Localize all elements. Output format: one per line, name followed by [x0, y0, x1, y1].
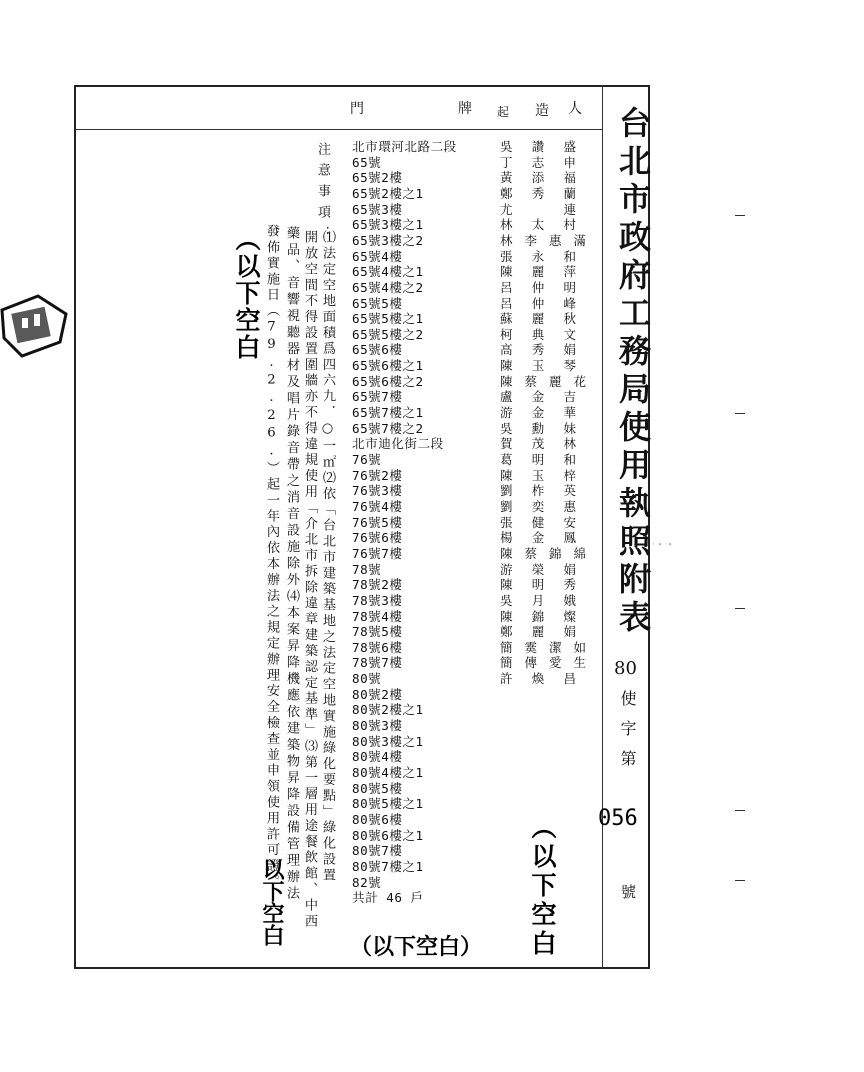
- address-line: 北市環河北路二段: [352, 139, 457, 154]
- header-owner-2: 造: [535, 103, 549, 119]
- owner-name: 尤連: [500, 201, 590, 217]
- address-line: 78號3樓: [352, 592, 403, 608]
- owner-name: 呂仲明: [500, 279, 590, 295]
- notes-line-2: 開放空間不得設置圍牆亦不得違規使用「介北市拆除違章建築認定基準」⑶第一層用途餐飲館、中西: [302, 230, 317, 930]
- address-line: 65號2樓: [352, 170, 403, 186]
- address-line: 76號3樓: [352, 483, 403, 499]
- owner-name: 楊金鳳: [500, 530, 590, 546]
- address-line: 76號6樓: [352, 530, 403, 546]
- license-suffix: 號: [619, 884, 637, 899]
- owner-name: 劉奕惠: [500, 498, 590, 514]
- address-line: 65號3樓之1: [352, 217, 424, 233]
- owner-name: 蘇麗秋: [500, 311, 590, 327]
- address-line: 65號5樓之2: [352, 326, 424, 342]
- address-line: 76號2樓: [352, 467, 403, 483]
- address-line: 76號5樓: [352, 514, 403, 530]
- header-owner-1: 起: [497, 105, 510, 119]
- address-line: 65號6樓: [352, 342, 403, 358]
- address-line: 65號7樓之2: [352, 420, 424, 436]
- handwritten-notes-end: 以下空白: [259, 858, 284, 946]
- header-doorplate-right: 牌: [458, 101, 472, 117]
- owner-name: 鄭麗娟: [500, 624, 590, 640]
- notes-line-3: 藥品、音響視聽器材及唱片錄音帶之消音設施除外⑷本案昇降機應依建築物昇降設備管理辦法: [284, 226, 299, 903]
- handwritten-owners-end: （以下空白: [528, 814, 557, 959]
- owner-name: 吳月娥: [500, 592, 590, 608]
- address-line: 78號5樓: [352, 624, 403, 640]
- owner-name: 陳麗萍: [500, 264, 590, 280]
- address-line: 76號7樓: [352, 545, 403, 561]
- title-column-divider: [602, 85, 603, 969]
- owner-name: 陳錦燦: [500, 608, 590, 624]
- address-line: 65號5樓: [352, 295, 403, 311]
- address-line: 65號: [352, 154, 382, 170]
- address-line: 80號4樓: [352, 749, 403, 765]
- address-line: 65號3樓之2: [352, 232, 424, 248]
- address-line: 76號: [352, 452, 382, 467]
- address-line: 80號6樓: [352, 811, 403, 827]
- owner-name: 盧金吉: [500, 389, 590, 405]
- address-line: 76號4樓: [352, 498, 403, 514]
- address-line: 80號2樓之1: [352, 702, 424, 718]
- owner-name: 游金華: [500, 405, 590, 421]
- address-line: 65號7樓: [352, 389, 403, 405]
- scan-dots: · ∙ ·∙: [652, 540, 673, 550]
- license-number: 056: [598, 806, 638, 831]
- address-line: 80號2樓: [352, 686, 403, 702]
- address-line: 65號6樓之1: [352, 358, 424, 374]
- address-line: 80號5樓: [352, 780, 403, 796]
- address-line: 65號5樓之1: [352, 311, 424, 327]
- owner-name: 陳玉琴: [500, 358, 590, 374]
- notes-line-1: ⑴法定空地面積爲四六九．○一㎡⑵依「台北市建築基地之法定空地實施綠化要點」綠化設置: [320, 230, 335, 884]
- notes-heading: 注意事項：: [315, 142, 330, 247]
- address-line: 78號7樓: [352, 655, 403, 671]
- owner-name: 簡霙潔如: [500, 639, 590, 655]
- owner-name: 劉柞英: [500, 483, 590, 499]
- owner-name: 許煥昌: [500, 671, 590, 687]
- address-line: 78號: [352, 561, 382, 577]
- owner-name: 柯典文: [500, 326, 590, 342]
- owner-name: 鄭秀蘭: [500, 185, 590, 201]
- header-doorplate-left: 門: [350, 101, 364, 117]
- address-line: 65號7樓之1: [352, 405, 424, 421]
- owner-name: 高秀娟: [500, 342, 590, 358]
- address-line: 65號3樓: [352, 201, 403, 217]
- stamp-artifact: [0, 290, 70, 370]
- form-title: 台北市政府工務局使用執照附表: [614, 106, 652, 638]
- header-owner-3: 人: [568, 101, 582, 117]
- address-line: 82號: [352, 874, 382, 890]
- address-line: 80號: [352, 671, 382, 687]
- owner-name: 張健安: [500, 514, 590, 530]
- owner-name: 陳明秀: [500, 577, 590, 593]
- address-line: 80號7樓: [352, 843, 403, 859]
- scan-speck: [735, 810, 745, 811]
- owner-name: 陳蔡麗花: [500, 373, 590, 389]
- address-line: 78號6樓: [352, 639, 403, 655]
- scan-speck: [735, 608, 745, 609]
- address-line: 北市迪化街二段: [352, 436, 444, 452]
- owner-name: 葛明和: [500, 452, 590, 467]
- owner-name: 陳玉梓: [500, 467, 590, 483]
- address-line: 65號2樓之1: [352, 185, 424, 201]
- owner-name: 張永和: [500, 248, 590, 264]
- notes-line-4: 發佈實施日（79.2.26.）起一年內依本辦法之規定辦理安全檢查並申領使用許可證。: [264, 224, 279, 891]
- owner-name: 呂仲峰: [500, 295, 590, 311]
- owner-name: 賀茂林: [500, 436, 590, 452]
- address-total: 共計 46 戶: [352, 890, 424, 906]
- address-line: 80號7樓之1: [352, 858, 424, 874]
- address-line: 80號3樓之1: [352, 733, 424, 749]
- header-rule: [74, 129, 602, 130]
- owner-name: 游榮娟: [500, 561, 590, 577]
- owner-name: 陳蔡錦綿: [500, 545, 590, 561]
- handwritten-left-blank: （以下空白: [232, 226, 261, 361]
- owner-name: 吳勳妹: [500, 420, 590, 436]
- address-line: 65號4樓之1: [352, 264, 424, 280]
- handwritten-bottom-blank: （以下空白）: [350, 935, 483, 960]
- owner-name: 吳讚盛: [500, 139, 590, 154]
- license-type: 使字第: [618, 690, 637, 780]
- address-line: 65號6樓之2: [352, 373, 424, 389]
- address-line: 80號4樓之1: [352, 765, 424, 780]
- owner-name: 林李惠滿: [500, 232, 590, 248]
- scan-speck: [735, 215, 745, 216]
- owner-name: 黃添福: [500, 170, 590, 186]
- scan-speck: [735, 413, 745, 414]
- address-line: 80號5樓之1: [352, 796, 424, 812]
- address-line: 65號4樓之2: [352, 279, 424, 295]
- owner-name: 簡傳愛生: [500, 655, 590, 671]
- owner-name: 丁志申: [500, 154, 590, 170]
- owner-name: 林太村: [500, 217, 590, 233]
- license-year: 80: [614, 658, 637, 679]
- address-line: 65號4樓: [352, 248, 403, 264]
- address-line: 78號2樓: [352, 577, 403, 593]
- address-line: 80號6樓之1: [352, 827, 424, 843]
- address-line: 78號4樓: [352, 608, 403, 624]
- scan-speck: [735, 880, 745, 881]
- address-line: 80號3樓: [352, 718, 403, 734]
